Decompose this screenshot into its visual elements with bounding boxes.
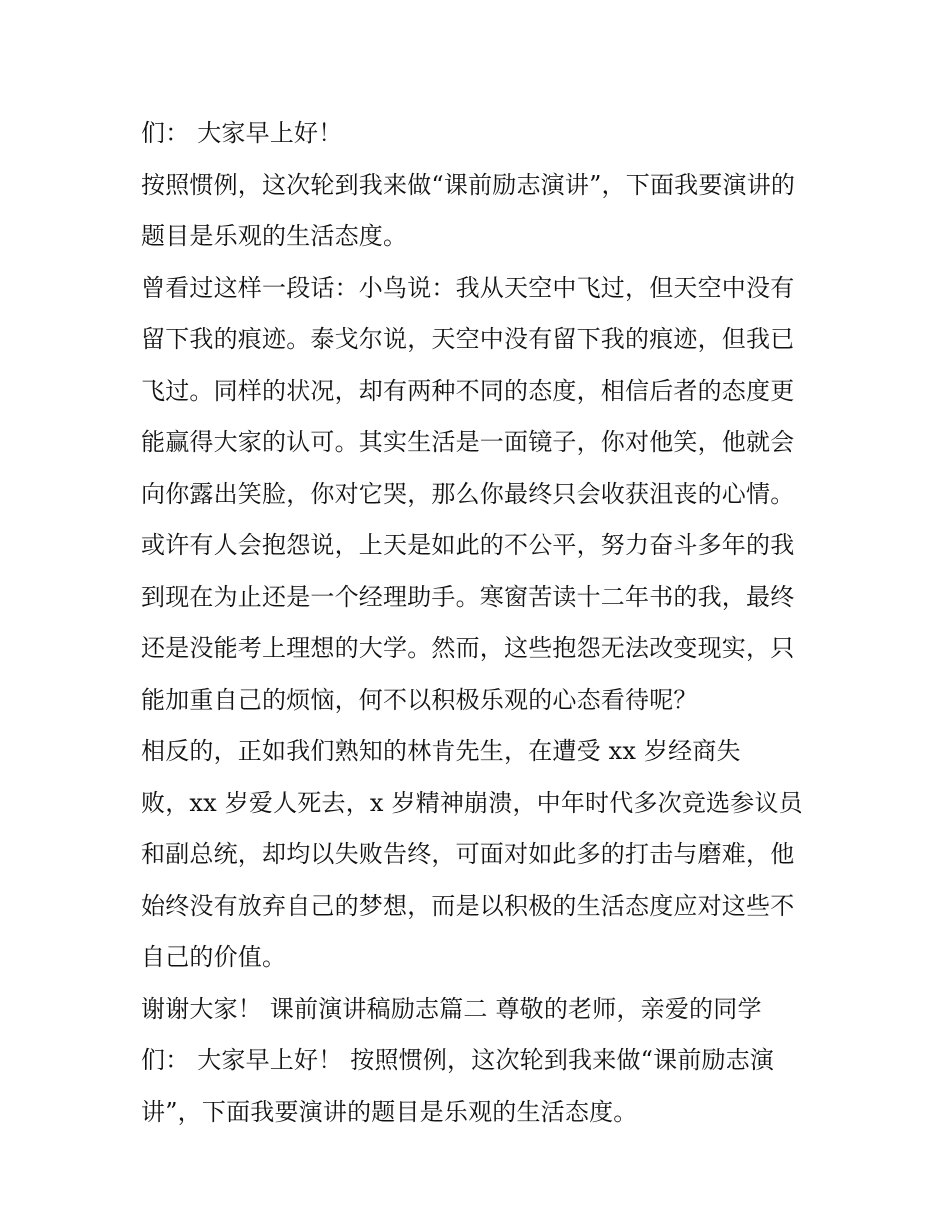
text-line-2: 按照惯例，这次轮到我来做“课前励志演讲”，下面我要演讲的 <box>141 170 796 199</box>
text-line-19: 们： 大家早上好！ 按照惯例，这次轮到我来做“课前励志演 <box>141 1046 775 1074</box>
text-line-17: 自己的价值。 <box>141 943 287 971</box>
text-line-10: 到现在为止还是一个经理助手。寒窗苦读十二年书的我，最终 <box>141 582 795 611</box>
text-line-6: 飞过。同样的状况，却有两种不同的态度，相信后者的态度更 <box>141 376 795 405</box>
text-line-11: 还是没能考上理想的大学。然而，这些抱怨无法改变现实，只 <box>141 634 795 662</box>
text-line-3: 题目是乐观的生活态度。 <box>141 222 408 250</box>
text-line-8: 向你露出笑脸，你对它哭，那么你最终只会收获沮丧的心情。 <box>141 479 795 508</box>
text-line-1: 们： 大家早上好！ <box>141 119 343 147</box>
text-line-7: 能赢得大家的认可。其实生活是一面镜子，你对他笑，他就会 <box>141 428 795 456</box>
text-line-4: 曾看过这样一段话：小鸟说：我从天空中飞过，但天空中没有 <box>141 273 795 302</box>
text-line-9: 或许有人会抱怨说，上天是如此的不公平，努力奋斗多年的我 <box>141 531 795 559</box>
text-line-14: 败，xx 岁爱人死去，x 岁精神崩溃，中年时代多次竞选参议员 <box>141 788 803 817</box>
document-body <box>141 108 821 1138</box>
text-line-16: 始终没有放弃自己的梦想，而是以积极的生活态度应对这些不 <box>141 891 795 920</box>
text-line-12: 能加重自己的烦恼，何不以积极乐观的心态看待呢？ <box>141 685 698 714</box>
text-line-18: 谢谢大家！ 课前演讲稿励志篇二 尊敬的老师，亲爱的同学 <box>141 994 762 1023</box>
text-line-15: 和副总统，却均以失败告终，可面对如此多的打击与磨难，他 <box>141 840 795 868</box>
text-line-13: 相反的，正如我们熟知的林肯先生，在遭受 xx 岁经商失 <box>141 737 741 765</box>
text-line-20: 讲”，下面我要演讲的题目是乐观的生活态度。 <box>141 1097 638 1126</box>
text-line-5: 留下我的痕迹。泰戈尔说，天空中没有留下我的痕迹，但我已 <box>141 325 795 353</box>
